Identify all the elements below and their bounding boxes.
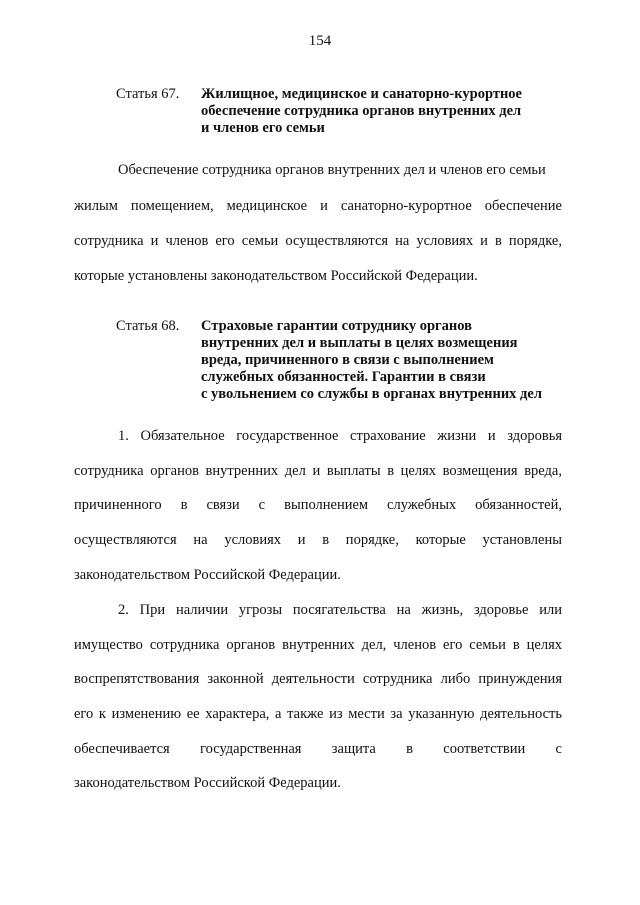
page-number: 154 (308, 33, 332, 49)
article-68-label: Статья 68. (116, 318, 180, 334)
paragraph-line: его к изменению ее характера, а также из мести за указанную деятельность (74, 706, 562, 722)
paragraph-line: воспрепятствования законной деятельности сотрудника либо принуждения (74, 671, 562, 687)
article-68-title-line: вреда, причиненного в связи с выполнением (201, 352, 494, 368)
article-68-title-line: Страховые гарантии сотруднику органов (201, 318, 472, 334)
article-67-title-line: обеспечение сотрудника органов внутренних дел (201, 103, 522, 119)
paragraph-line: которые установлены законодательством Российской Федерации. (74, 268, 478, 284)
paragraph-line: Обеспечение сотрудника органов внутренних дел и членов его семьи (118, 162, 546, 178)
article-67-title-line: и членов его семьи (201, 120, 325, 136)
article-67-title (201, 86, 581, 137)
paragraph-line: 2. При наличии угрозы посягательства на жизнь, здоровье или (118, 602, 562, 618)
article-67-heading (116, 86, 576, 138)
paragraph-line: осуществляются на условиях и в порядке, которые установлены (74, 532, 562, 548)
article-68-title (201, 318, 581, 403)
paragraph-line: сотрудника и членов его семьи осуществляются на условиях и в порядке, (74, 233, 562, 249)
paragraph-line: 1. Обязательное государственное страхование жизни и здоровья (118, 428, 562, 444)
article-68-title-line: с увольнением со службы в органах внутренних дел (201, 386, 542, 402)
article-67-label: Статья 67. (116, 86, 180, 102)
paragraph-line: причиненного в связи с выполнением служебных обязанностей, (74, 497, 562, 513)
paragraph-line: обеспечивается государственная защита в соответствии с (74, 741, 562, 757)
paragraph-line: законодательством Российской Федерации. (74, 567, 341, 583)
article-67-title-line: Жилищное, медицинское и санаторно-курортное (201, 86, 522, 102)
article-68-heading (116, 318, 576, 404)
article-68-title-line: внутренних дел и выплаты в целях возмещения (201, 335, 518, 351)
paragraph-line: законодательством Российской Федерации. (74, 775, 341, 791)
paragraph-line: жилым помещением, медицинское и санаторно-курортное обеспечение (74, 198, 562, 214)
paragraph-line: имущество сотрудника органов внутренних дел, членов его семьи в целях (74, 637, 562, 653)
paragraph-line: сотрудника органов внутренних дел и выплаты в целях возмещения вреда, (74, 463, 562, 479)
article-68-title-line: служебных обязанностей. Гарантии в связи (201, 369, 486, 385)
